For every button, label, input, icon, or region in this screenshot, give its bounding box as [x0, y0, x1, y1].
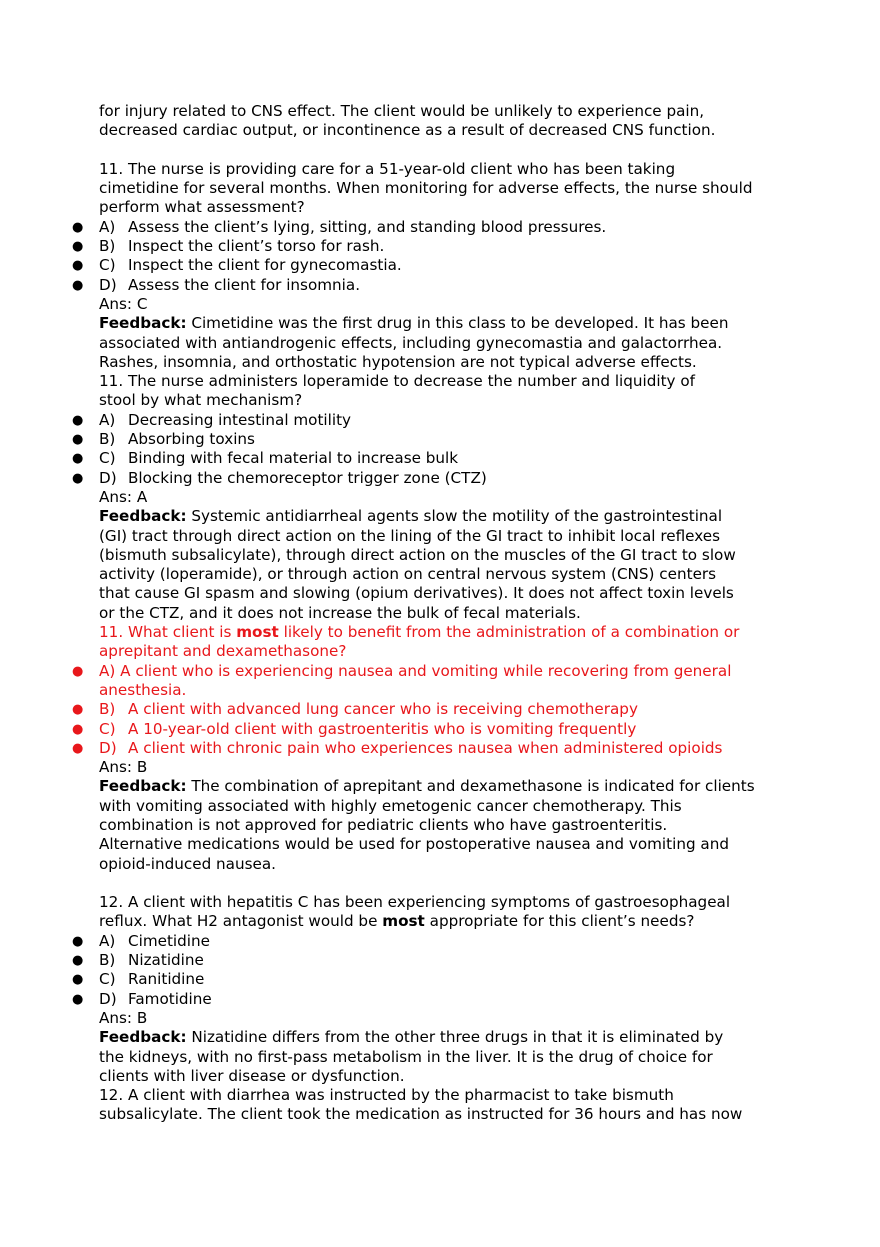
question-stem: 11. The nurse administers loperamide to decrease the number and liquidity of	[99, 372, 696, 391]
feedback-text: Alternative medications would be used for postoperative nausea and vomiting and	[99, 835, 729, 854]
bullet-icon: ●	[72, 219, 84, 235]
question-stem: subsalicylate. The client took the medication as instructed for 36 hours and has now	[99, 1105, 743, 1124]
feedback-text: associated with antiandrogenic effects, including gynecomastia and galactorrhea.	[99, 333, 723, 352]
feedback-label: Feedback:	[99, 314, 187, 333]
answer-option-continued: anesthesia.	[99, 680, 187, 699]
feedback-text: (bismuth subsalicylate), through direct action on the muscles of the GI tract to slow	[99, 545, 736, 564]
question-stem: 12. A client with hepatitis C has been experiencing symptoms of gastroesophageal	[99, 893, 731, 912]
feedback-label: Feedback:	[99, 507, 187, 526]
feedback-text: Rashes, insomnia, and orthostatic hypotension are not typical adverse effects.	[99, 352, 697, 371]
bullet-icon: ●	[72, 432, 84, 448]
answer-key: Ans: B	[99, 758, 148, 777]
question-h2-antagonist	[72, 893, 799, 1086]
answer-option: ● C) Ranitidine	[72, 970, 205, 989]
bullet-icon: ●	[72, 953, 84, 969]
answer-option: ● D) Assess the client for insomnia.	[72, 275, 361, 294]
bullet-icon: ●	[72, 663, 84, 679]
question-stem: 12. A client with diarrhea was instructed by the pharmacist to take bismuth	[99, 1086, 674, 1105]
feedback-text: Feedback: Nizatidine differs from the other three drugs in that it is eliminated by	[99, 1028, 724, 1047]
feedback-text: or the CTZ, and it does not increase the bulk of fecal materials.	[99, 603, 581, 622]
bullet-icon: ●	[72, 239, 84, 255]
answer-option: ● B) Nizatidine	[72, 951, 204, 970]
bullet-icon: ●	[72, 933, 84, 949]
feedback-text: with vomiting associated with highly emetogenic cancer chemotherapy. This	[99, 796, 682, 815]
feedback-text: Feedback: Systemic antidiarrheal agents slow the motility of the gastrointestinal	[99, 507, 723, 526]
document-page	[72, 102, 799, 1125]
feedback-text: clients with liver disease or dysfunction.	[99, 1066, 405, 1085]
bullet-icon: ●	[72, 991, 84, 1007]
answer-option: ● D) Famotidine	[72, 989, 212, 1008]
answer-option: ● A) Assess the client’s lying, sitting, and standing blood pressures.	[72, 217, 607, 236]
feedback-label: Feedback:	[99, 1028, 187, 1047]
answer-key: Ans: C	[99, 294, 148, 313]
feedback-text: the kidneys, with no first-pass metabolism in the liver. It is the drug of choice for	[99, 1047, 713, 1066]
answer-option: ● B) A client with advanced lung cancer who is receiving chemotherapy	[72, 700, 638, 719]
question-loperamide	[72, 372, 799, 623]
answer-option: ● D) Blocking the chemoreceptor trigger zone (CTZ)	[72, 468, 487, 487]
question-stem: perform what assessment?	[99, 198, 305, 217]
text-line: decreased cardiac output, or incontinence as a result of decreased CNS function.	[99, 121, 716, 140]
text-line: for injury related to CNS effect. The client would be unlikely to experience pain,	[99, 102, 705, 120]
answer-option: ● A) Cimetidine	[72, 931, 210, 950]
bullet-icon: ●	[72, 451, 84, 467]
bullet-icon: ●	[72, 412, 84, 428]
question-stem: reflux. What H2 antagonist would be most appropriate for this client’s needs?	[99, 912, 695, 931]
question-aprepitant	[72, 623, 799, 874]
answer-option: ● B) Inspect the client’s torso for rash.	[72, 237, 385, 256]
feedback-text: opioid-induced nausea.	[99, 854, 277, 873]
question-cimetidine	[72, 159, 799, 372]
answer-option: ● A) Decreasing intestinal motility	[72, 410, 352, 429]
question-stem: aprepitant and dexamethasone?	[99, 642, 347, 661]
question-bismuth	[99, 1086, 799, 1125]
question-stem: cimetidine for several months. When monitoring for adverse effects, the nurse should	[99, 179, 753, 198]
feedback-text: (GI) tract through direct action on the lining of the GI tract to inhibit local reflexes	[99, 526, 720, 545]
bullet-icon: ●	[72, 702, 84, 718]
feedback-label: Feedback:	[99, 777, 187, 796]
question-stem: stool by what mechanism?	[99, 391, 303, 410]
feedback-text: that cause GI spasm and slowing (opium derivatives). It does not affect toxin levels	[99, 584, 734, 603]
answer-option: ● C) A 10-year-old client with gastroenteritis who is vomiting frequently	[72, 719, 637, 738]
question-stem: 11. What client is most likely to benefit from the administration of a combination or	[99, 623, 740, 642]
bullet-icon: ●	[72, 470, 84, 486]
answer-option: ● A) A client who is experiencing nausea and vomiting while recovering from general	[72, 661, 732, 680]
answer-option: ● C) Binding with fecal material to increase bulk	[72, 449, 459, 468]
answer-option: ● C) Inspect the client for gynecomastia.	[72, 256, 402, 275]
bullet-icon: ●	[72, 258, 84, 274]
bullet-icon: ●	[72, 740, 84, 756]
feedback-text: activity (loperamide), or through action on central nervous system (CNS) centers	[99, 565, 717, 584]
bullet-icon: ●	[72, 277, 84, 293]
question-stem: 11. The nurse is providing care for a 51-year-old client who has been taking	[99, 159, 676, 178]
feedback-text: Feedback: The combination of aprepitant and dexamethasone is indicated for clients	[99, 777, 755, 796]
answer-option: ● B) Absorbing toxins	[72, 430, 255, 449]
answer-option: ● D) A client with chronic pain who experiences nausea when administered opioids	[72, 738, 723, 757]
answer-key: Ans: A	[99, 487, 148, 506]
answer-key: Ans: B	[99, 1008, 148, 1027]
bullet-icon: ●	[72, 972, 84, 988]
bullet-icon: ●	[72, 721, 84, 737]
feedback-text: combination is not approved for pediatric clients who have gastroenteritis.	[99, 815, 668, 834]
feedback-text: Feedback: Cimetidine was the first drug in this class to be developed. It has been	[99, 314, 729, 333]
